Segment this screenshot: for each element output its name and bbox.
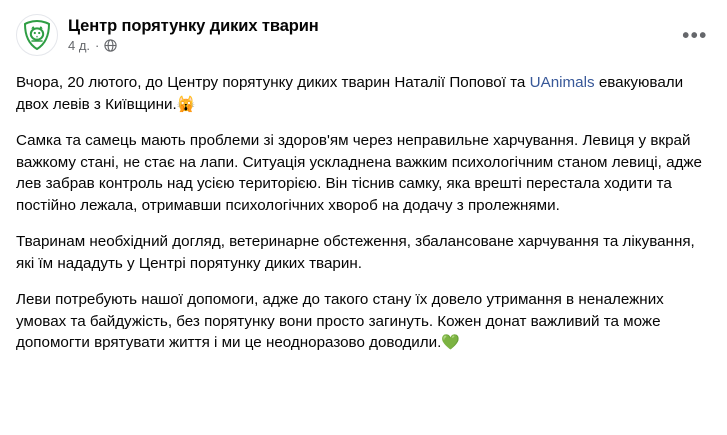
paragraph-text: евакуювали двох левів з Київщини. (16, 74, 684, 113)
post-timestamp[interactable]: 4 д. (68, 37, 91, 53)
post-options-button[interactable] (679, 22, 711, 50)
wild-animal-rescue-logo-icon (19, 17, 55, 53)
paragraph-text: Самка та самець мають проблеми зі здоров'ям через неправильне харчування. Левиця у вкрай важкому стані, не стає на лапи. Ситуація ускладнена важким психологічним станом левиці, адже лев забрав контроль над усією територією. Він тіснив самку, яка врешті перестала ходити та постійно лежала, отримавши психологічних хвороб на додачу з пролежнями. (16, 132, 703, 214)
post-header-text (68, 14, 319, 55)
paragraph-text: Вчора, 20 лютого, до Центру порятунку диких тварин Наталії Попової та (16, 74, 530, 91)
page-name[interactable]: Центр порятунку диких тварин (68, 16, 319, 35)
emoji-green-heart: 💚 (441, 334, 461, 351)
post-paragraph-3 (16, 231, 711, 274)
post-body (16, 72, 711, 354)
globe-icon (104, 39, 117, 52)
paragraph-text: Тваринам необхідний догляд, ветеринарне обстеження, збалансоване харчування та лікування, які їм нададуть у Центрі порятунку диких тварин. (16, 233, 695, 272)
ellipsis-icon: ••• (682, 25, 708, 47)
avatar[interactable] (16, 14, 58, 56)
post-header (16, 14, 711, 56)
emoji-scared-cat: 🙀 (176, 95, 196, 113)
post-paragraph-1 (16, 72, 711, 115)
meta-separator: · (95, 37, 100, 53)
mention-link-uanimals[interactable]: UAnimals (529, 74, 595, 91)
post-meta (68, 38, 319, 54)
post-paragraph-2 (16, 130, 711, 216)
paragraph-text: Леви потребують нашої допомоги, адже до такого стану їх довело утримання в неналежних умовах та байдужість, без порятунку вони просто загинуть. Кожен донат важливий та може допомогти врятувати життя і ми це неодноразово доводили. (16, 291, 664, 351)
post-paragraph-4 (16, 289, 711, 354)
